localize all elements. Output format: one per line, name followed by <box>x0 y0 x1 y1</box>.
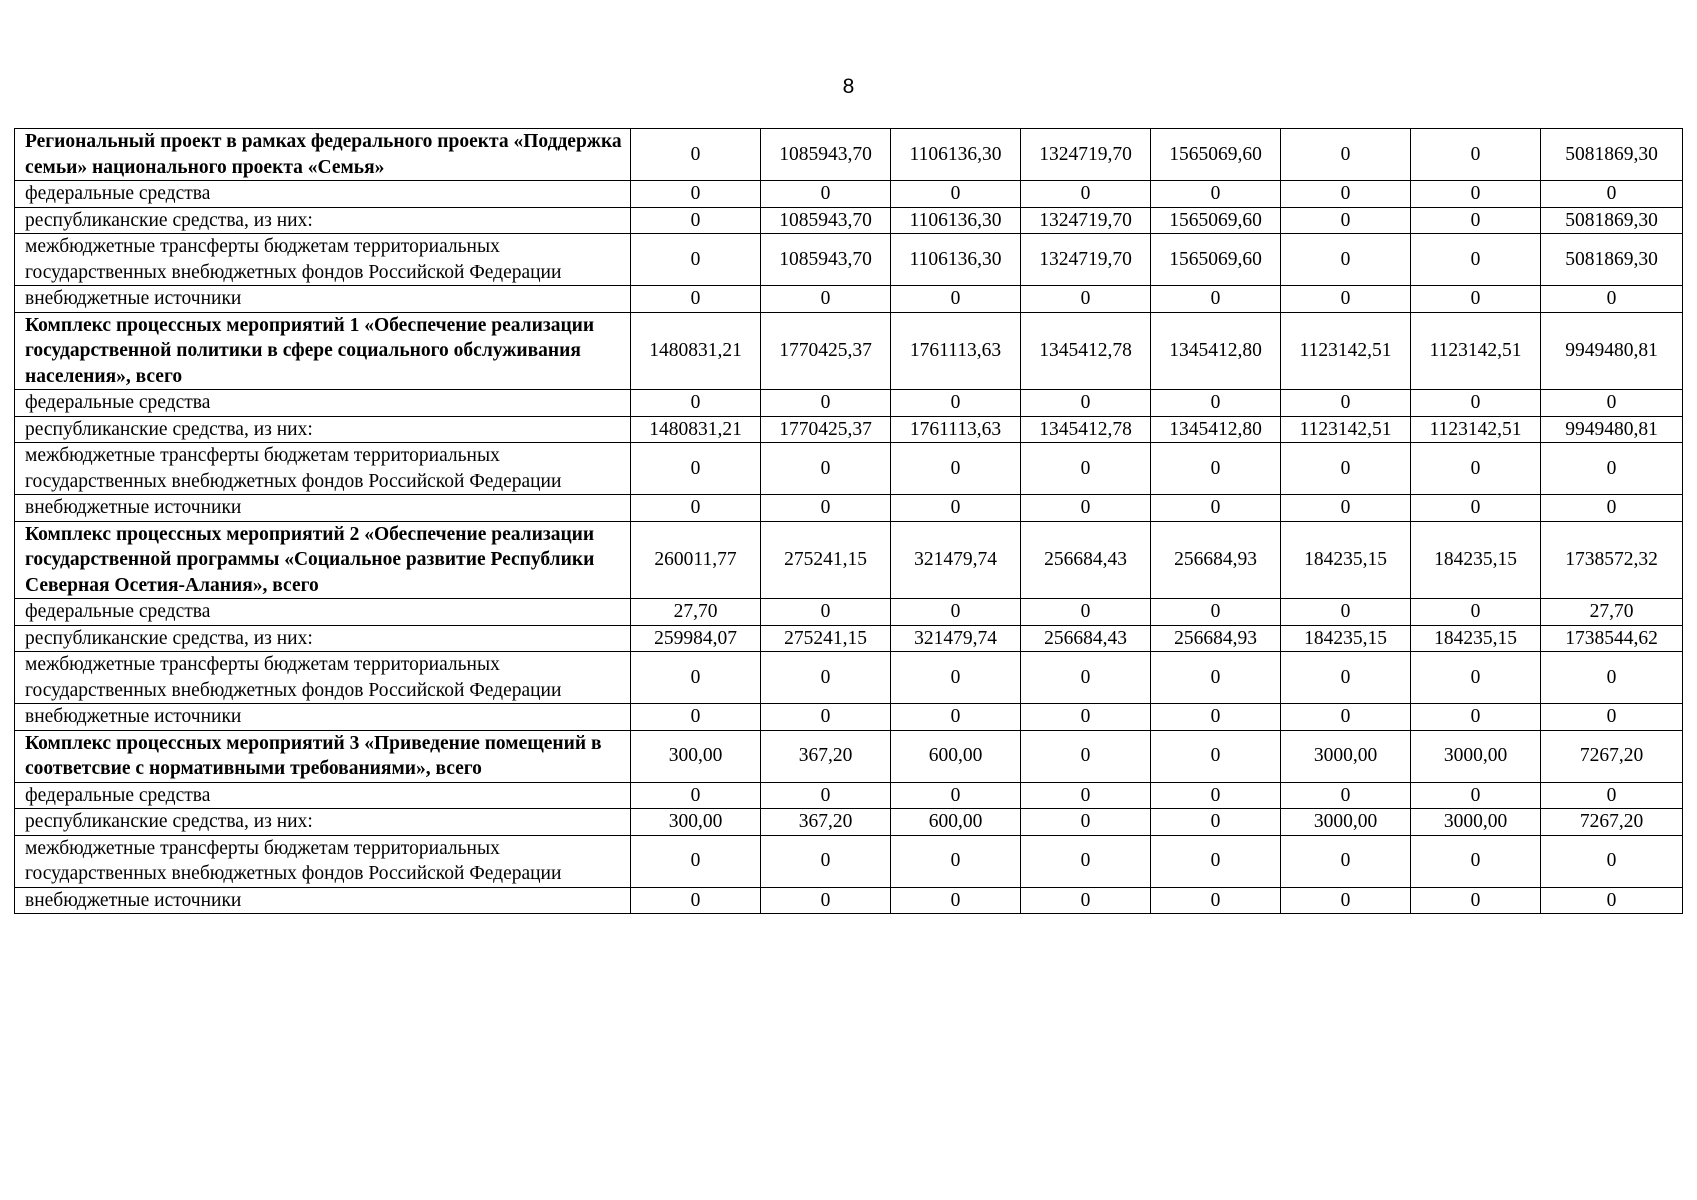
value-cell: 0 <box>761 443 891 495</box>
value-cell: 0 <box>1021 782 1151 809</box>
value-cell: 0 <box>1021 730 1151 782</box>
value-cell: 1480831,21 <box>631 416 761 443</box>
row-label-cell: федеральные средства <box>15 390 631 417</box>
value-cell: 184235,15 <box>1411 521 1541 599</box>
value-cell: 1565069,60 <box>1151 234 1281 286</box>
value-cell: 260011,77 <box>631 521 761 599</box>
total-value-cell: 5081869,30 <box>1541 129 1683 181</box>
row-label-cell: межбюджетные трансферты бюджетам территориальных государственных внебюджетных фондов Российской Федерации <box>15 652 631 704</box>
value-cell: 0 <box>1281 390 1411 417</box>
row-label-cell: федеральные средства <box>15 181 631 208</box>
value-cell: 0 <box>761 599 891 626</box>
table-row <box>15 809 1683 836</box>
value-cell: 0 <box>1021 704 1151 731</box>
table-row <box>15 495 1683 522</box>
row-label-cell: внебюджетные источники <box>15 887 631 914</box>
table-section-row <box>15 730 1683 782</box>
page-number: 8 <box>842 75 855 98</box>
value-cell: 321479,74 <box>891 521 1021 599</box>
value-cell: 1761113,63 <box>891 312 1021 390</box>
value-cell: 3000,00 <box>1281 730 1411 782</box>
value-cell: 1770425,37 <box>761 312 891 390</box>
value-cell: 0 <box>1021 390 1151 417</box>
value-cell: 0 <box>1151 704 1281 731</box>
value-cell: 1324719,70 <box>1021 207 1151 234</box>
value-cell: 0 <box>1151 181 1281 208</box>
value-cell: 0 <box>631 286 761 313</box>
section-title-cell: Комплекс процессных мероприятий 2 «Обеспечение реализации государственной программы «Социальное развитие Республики Северная Осетия-Алания», всего <box>15 521 631 599</box>
value-cell: 0 <box>631 835 761 887</box>
value-cell: 0 <box>1281 652 1411 704</box>
value-cell: 0 <box>1151 495 1281 522</box>
value-cell: 1085943,70 <box>761 234 891 286</box>
value-cell: 0 <box>891 443 1021 495</box>
value-cell: 0 <box>1411 129 1541 181</box>
value-cell: 1085943,70 <box>761 129 891 181</box>
value-cell: 1324719,70 <box>1021 129 1151 181</box>
value-cell: 0 <box>1021 835 1151 887</box>
value-cell: 256684,43 <box>1021 521 1151 599</box>
value-cell: 0 <box>1411 234 1541 286</box>
value-cell: 0 <box>1281 835 1411 887</box>
value-cell: 0 <box>1281 599 1411 626</box>
value-cell: 0 <box>631 234 761 286</box>
value-cell: 0 <box>631 652 761 704</box>
value-cell: 0 <box>1151 652 1281 704</box>
budget-table-body <box>15 129 1683 914</box>
total-value-cell: 9949480,81 <box>1541 416 1683 443</box>
total-value-cell: 0 <box>1541 181 1683 208</box>
total-value-cell: 9949480,81 <box>1541 312 1683 390</box>
value-cell: 0 <box>1151 809 1281 836</box>
budget-table <box>14 128 1683 914</box>
value-cell: 0 <box>1021 286 1151 313</box>
table-row <box>15 782 1683 809</box>
table-row <box>15 207 1683 234</box>
table-row <box>15 181 1683 208</box>
value-cell: 0 <box>1281 129 1411 181</box>
value-cell: 0 <box>1281 887 1411 914</box>
value-cell: 1106136,30 <box>891 234 1021 286</box>
value-cell: 1324719,70 <box>1021 234 1151 286</box>
value-cell: 0 <box>1151 835 1281 887</box>
value-cell: 1770425,37 <box>761 416 891 443</box>
value-cell: 300,00 <box>631 730 761 782</box>
value-cell: 0 <box>631 495 761 522</box>
value-cell: 1480831,21 <box>631 312 761 390</box>
value-cell: 0 <box>1021 599 1151 626</box>
value-cell: 0 <box>631 443 761 495</box>
value-cell: 0 <box>1411 495 1541 522</box>
value-cell: 1345412,80 <box>1151 416 1281 443</box>
table-row <box>15 704 1683 731</box>
value-cell: 0 <box>1411 207 1541 234</box>
value-cell: 0 <box>1411 704 1541 731</box>
value-cell: 0 <box>1151 390 1281 417</box>
value-cell: 0 <box>1411 390 1541 417</box>
value-cell: 0 <box>1021 652 1151 704</box>
table-row <box>15 652 1683 704</box>
row-label-cell: внебюджетные источники <box>15 286 631 313</box>
table-row <box>15 234 1683 286</box>
table-section-row <box>15 521 1683 599</box>
value-cell: 0 <box>1151 782 1281 809</box>
value-cell: 0 <box>761 390 891 417</box>
table-row <box>15 835 1683 887</box>
value-cell: 600,00 <box>891 809 1021 836</box>
value-cell: 275241,15 <box>761 521 891 599</box>
value-cell: 300,00 <box>631 809 761 836</box>
value-cell: 0 <box>891 286 1021 313</box>
value-cell: 0 <box>761 782 891 809</box>
value-cell: 0 <box>761 181 891 208</box>
value-cell: 0 <box>891 390 1021 417</box>
row-label-cell: межбюджетные трансферты бюджетам территориальных государственных внебюджетных фондов Российской Федерации <box>15 835 631 887</box>
value-cell: 1123142,51 <box>1411 416 1541 443</box>
value-cell: 3000,00 <box>1411 809 1541 836</box>
total-value-cell: 0 <box>1541 704 1683 731</box>
row-label-cell: республиканские средства, из них: <box>15 207 631 234</box>
value-cell: 1123142,51 <box>1281 312 1411 390</box>
value-cell: 0 <box>631 704 761 731</box>
total-value-cell: 0 <box>1541 495 1683 522</box>
section-title-cell: Региональный проект в рамках федерального проекта «Поддержка семьи» национального проекта «Семья» <box>15 129 631 181</box>
total-value-cell: 0 <box>1541 652 1683 704</box>
total-value-cell: 1738544,62 <box>1541 625 1683 652</box>
total-value-cell: 0 <box>1541 835 1683 887</box>
value-cell: 0 <box>1411 286 1541 313</box>
value-cell: 1761113,63 <box>891 416 1021 443</box>
value-cell: 600,00 <box>891 730 1021 782</box>
value-cell: 0 <box>1151 443 1281 495</box>
total-value-cell: 27,70 <box>1541 599 1683 626</box>
value-cell: 0 <box>1021 181 1151 208</box>
value-cell: 1123142,51 <box>1411 312 1541 390</box>
value-cell: 3000,00 <box>1411 730 1541 782</box>
value-cell: 0 <box>631 390 761 417</box>
total-value-cell: 5081869,30 <box>1541 207 1683 234</box>
value-cell: 256684,93 <box>1151 625 1281 652</box>
value-cell: 0 <box>891 835 1021 887</box>
value-cell: 184235,15 <box>1281 625 1411 652</box>
value-cell: 1106136,30 <box>891 207 1021 234</box>
value-cell: 0 <box>891 782 1021 809</box>
value-cell: 0 <box>891 652 1021 704</box>
row-label-cell: межбюджетные трансферты бюджетам территориальных государственных внебюджетных фондов Российской Федерации <box>15 443 631 495</box>
value-cell: 0 <box>631 887 761 914</box>
value-cell: 0 <box>1281 234 1411 286</box>
row-label-cell: федеральные средства <box>15 599 631 626</box>
value-cell: 0 <box>1411 887 1541 914</box>
row-label-cell: внебюджетные источники <box>15 704 631 731</box>
table-section-row <box>15 312 1683 390</box>
value-cell: 184235,15 <box>1411 625 1541 652</box>
value-cell: 0 <box>891 704 1021 731</box>
value-cell: 1345412,80 <box>1151 312 1281 390</box>
value-cell: 0 <box>1411 782 1541 809</box>
value-cell: 1565069,60 <box>1151 129 1281 181</box>
value-cell: 0 <box>1281 704 1411 731</box>
value-cell: 0 <box>1281 443 1411 495</box>
value-cell: 0 <box>1021 443 1151 495</box>
value-cell: 0 <box>761 704 891 731</box>
value-cell: 0 <box>1021 887 1151 914</box>
value-cell: 0 <box>1411 835 1541 887</box>
row-label-cell: республиканские средства, из них: <box>15 809 631 836</box>
value-cell: 0 <box>1281 181 1411 208</box>
table-row <box>15 443 1683 495</box>
value-cell: 367,20 <box>761 809 891 836</box>
section-title-cell: Комплекс процессных мероприятий 1 «Обеспечение реализации государственной политики в сфере социального обслуживания населения», всего <box>15 312 631 390</box>
table-row <box>15 625 1683 652</box>
value-cell: 0 <box>891 599 1021 626</box>
value-cell: 1345412,78 <box>1021 312 1151 390</box>
value-cell: 367,20 <box>761 730 891 782</box>
value-cell: 1085943,70 <box>761 207 891 234</box>
value-cell: 1565069,60 <box>1151 207 1281 234</box>
row-label-cell: республиканские средства, из них: <box>15 625 631 652</box>
value-cell: 0 <box>1021 495 1151 522</box>
value-cell: 0 <box>1151 286 1281 313</box>
value-cell: 1106136,30 <box>891 129 1021 181</box>
table-row <box>15 286 1683 313</box>
value-cell: 0 <box>1281 286 1411 313</box>
total-value-cell: 0 <box>1541 443 1683 495</box>
table-row <box>15 599 1683 626</box>
value-cell: 0 <box>1281 495 1411 522</box>
value-cell: 1345412,78 <box>1021 416 1151 443</box>
value-cell: 0 <box>631 782 761 809</box>
total-value-cell: 5081869,30 <box>1541 234 1683 286</box>
value-cell: 0 <box>761 887 891 914</box>
value-cell: 184235,15 <box>1281 521 1411 599</box>
value-cell: 259984,07 <box>631 625 761 652</box>
value-cell: 1123142,51 <box>1281 416 1411 443</box>
total-value-cell: 1738572,32 <box>1541 521 1683 599</box>
value-cell: 0 <box>1151 887 1281 914</box>
value-cell: 0 <box>631 181 761 208</box>
value-cell: 0 <box>1411 599 1541 626</box>
total-value-cell: 7267,20 <box>1541 730 1683 782</box>
row-label-cell: межбюджетные трансферты бюджетам территориальных государственных внебюджетных фондов Российской Федерации <box>15 234 631 286</box>
value-cell: 0 <box>761 835 891 887</box>
section-title-cell: Комплекс процессных мероприятий 3 «Приведение помещений в соответсвие с нормативными требованиями», всего <box>15 730 631 782</box>
total-value-cell: 7267,20 <box>1541 809 1683 836</box>
value-cell: 0 <box>1151 599 1281 626</box>
value-cell: 3000,00 <box>1281 809 1411 836</box>
value-cell: 0 <box>891 181 1021 208</box>
table-row <box>15 887 1683 914</box>
total-value-cell: 0 <box>1541 286 1683 313</box>
value-cell: 0 <box>1411 443 1541 495</box>
value-cell: 0 <box>1151 730 1281 782</box>
row-label-cell: внебюджетные источники <box>15 495 631 522</box>
total-value-cell: 0 <box>1541 887 1683 914</box>
row-label-cell: республиканские средства, из них: <box>15 416 631 443</box>
value-cell: 0 <box>1281 782 1411 809</box>
value-cell: 0 <box>891 495 1021 522</box>
value-cell: 0 <box>761 286 891 313</box>
value-cell: 0 <box>1411 181 1541 208</box>
value-cell: 256684,43 <box>1021 625 1151 652</box>
value-cell: 0 <box>1281 207 1411 234</box>
row-label-cell: федеральные средства <box>15 782 631 809</box>
total-value-cell: 0 <box>1541 390 1683 417</box>
value-cell: 321479,74 <box>891 625 1021 652</box>
value-cell: 256684,93 <box>1151 521 1281 599</box>
value-cell: 0 <box>1021 809 1151 836</box>
value-cell: 0 <box>1411 652 1541 704</box>
total-value-cell: 0 <box>1541 782 1683 809</box>
value-cell: 0 <box>631 129 761 181</box>
table-row <box>15 390 1683 417</box>
value-cell: 27,70 <box>631 599 761 626</box>
table-section-row <box>15 129 1683 181</box>
value-cell: 0 <box>891 887 1021 914</box>
value-cell: 0 <box>761 495 891 522</box>
table-row <box>15 416 1683 443</box>
value-cell: 0 <box>761 652 891 704</box>
value-cell: 275241,15 <box>761 625 891 652</box>
value-cell: 0 <box>631 207 761 234</box>
